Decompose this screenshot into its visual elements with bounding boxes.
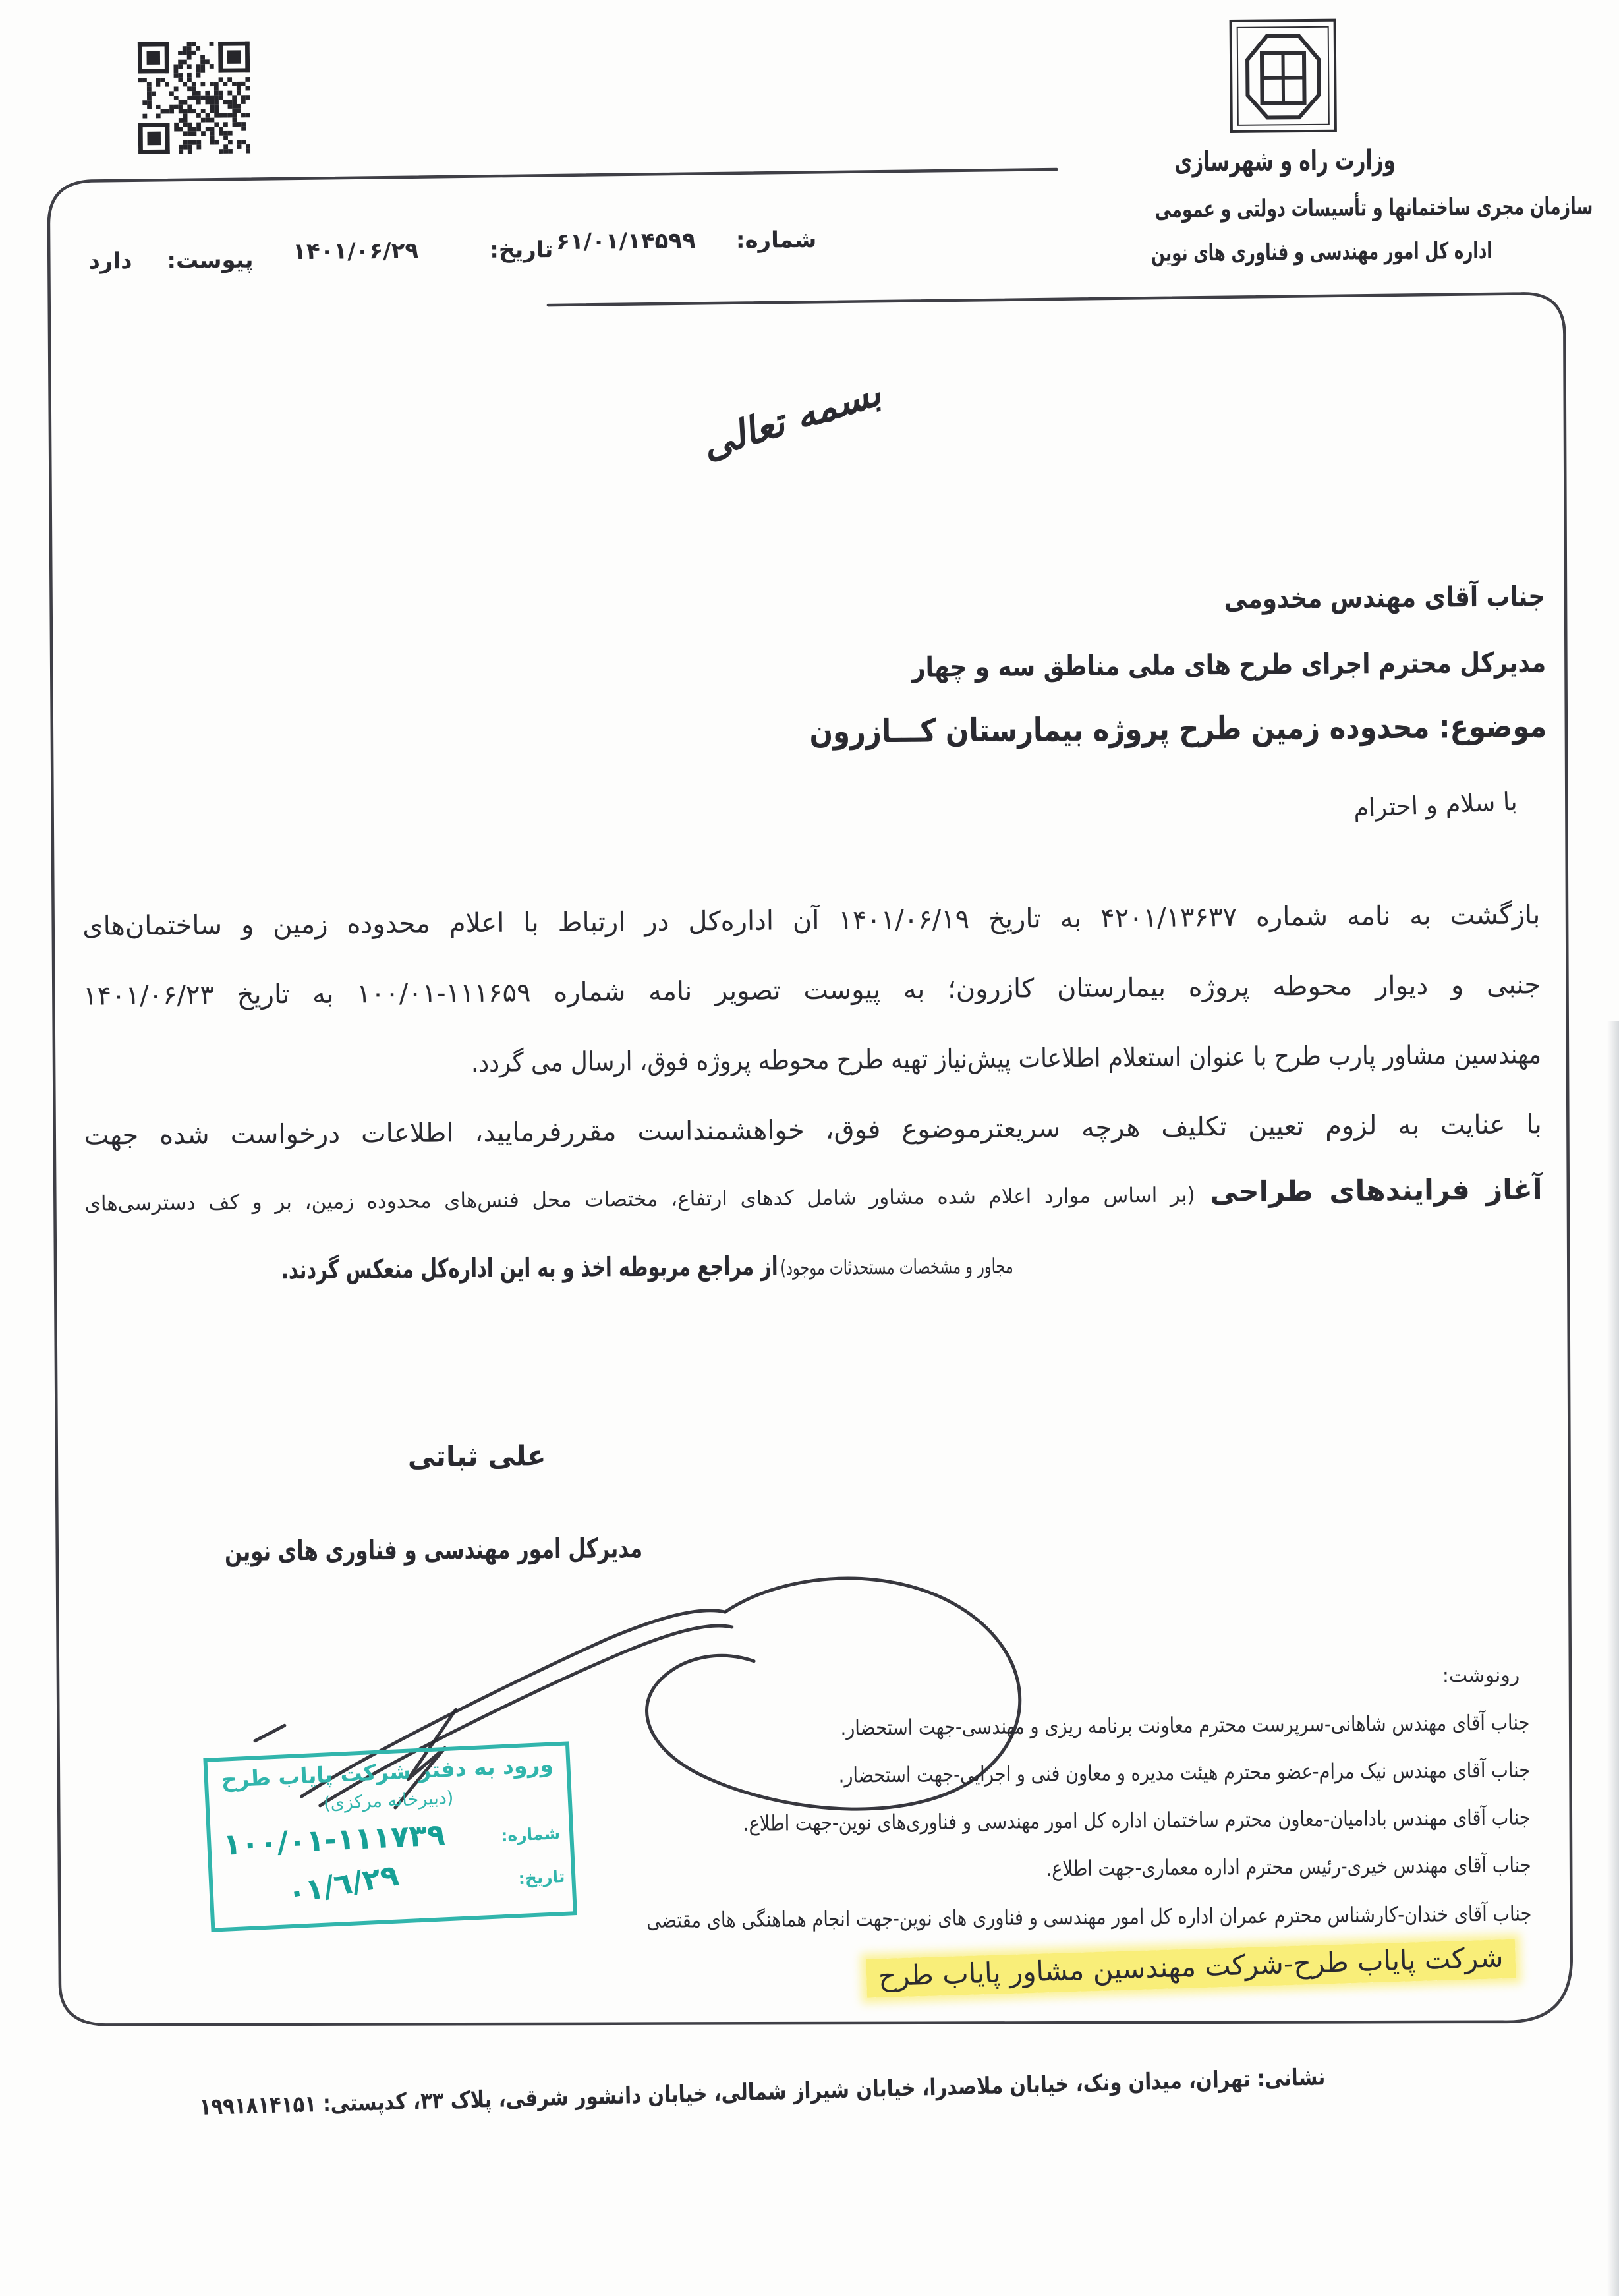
letter-attachment-label: پیوست: xyxy=(167,246,254,274)
letterhead-organization: سازمان مجری ساختمانها و تأسیسات دولتی و عمومی xyxy=(1154,192,1593,223)
cc-item-4: جناب آقای مهندس خیری-رئیس محترم اداره معماری-جهت اطلاع. xyxy=(1046,1852,1531,1881)
besmele-calligraphy: بسمه تعالی xyxy=(696,369,886,468)
signer-title: مدیرکل امور مهندسی و فناوری های نوین xyxy=(224,1532,643,1567)
body-line-5-lead: آغاز فرایندهای طراحی xyxy=(1209,1173,1543,1209)
letterhead-department: اداره کل امور مهندسی و فناوری های نوین xyxy=(1150,237,1492,267)
stamp-number-value: ۱۰۰/۰۱-۱۱۱۷۳۹ xyxy=(222,1817,446,1862)
subject-line: موضوع: محدوده زمین طرح پروژه بیمارستان کـــازرون xyxy=(809,707,1547,751)
recipient-title: مدیرکل محترم اجرای طرح های ملی مناطق سه و چهار xyxy=(912,646,1547,683)
cc-item-5: جناب آقای خندان-کارشناس محترم عمران اداره کل امور مهندسی و فناوری های نوین-جهت انجام هماهنگی های مقتضی xyxy=(646,1901,1532,1933)
scan-edge-shadow xyxy=(1607,1021,1619,2296)
body-line-6 xyxy=(244,1248,1013,1287)
stamp-line-2: (دبیرخانه مرکزی) xyxy=(323,1787,454,1814)
cc-item-3: جناب آقای مهندس بادامیان-معاون محترم ساختمان اداره کل امور مهندسی و فناوری‌های نوین-جهت اطلاع. xyxy=(743,1804,1531,1836)
letter-number-value: ۶۱/۰۱/۱۴۵۹۹ xyxy=(556,227,696,255)
letter-number-label: شماره: xyxy=(735,226,817,254)
salutation: با سلام و احترام xyxy=(1353,787,1518,823)
letter-date-value: ۱۴۰۱/۰۶/۲۹ xyxy=(293,237,419,266)
recipient-name: جناب آقای مهندس مخدومی xyxy=(1224,580,1546,616)
body-line-2: جنبی و دیوار محوطه پروژه بیمارستان کازرون؛ به پیوست تصویر نامه شماره ⁦۱۰۰/۰۱-۱۱۱۶۵۹⁩ به تاریخ ۱۴۰۱/۰۶/۲۳ xyxy=(82,969,1541,1012)
body-line-4: با عنایت به لزوم تعیین تکلیف هرچه سریعترموضوع فوق، خواهشمنداست مقررفرمایید، اطلاعات درخواست شده جهت xyxy=(84,1109,1542,1151)
body-line-3: مهندسین مشاور پارب طرح با عنوان استعلام اطلاعات پیش‌نیاز تهیه طرح محوطه پروژه فوق، ارسال می گردد. xyxy=(470,1039,1542,1079)
company-entry-stamp xyxy=(203,1741,577,1932)
signer-name: علی ثباتی xyxy=(407,1439,546,1473)
letterhead-ministry: وزارت راه و شهرسازی xyxy=(1174,143,1396,178)
letter-attachment-value: دارد xyxy=(88,248,132,275)
cc-label: رونوشت: xyxy=(1442,1663,1520,1688)
stamp-date-value: ۰۱/٦/۲۹ xyxy=(285,1857,401,1911)
stamp-date-label: تاریخ: xyxy=(518,1866,565,1889)
cc-item-1: جناب آقای مهندس شاهانی-سرپرست محترم معاونت برنامه ریزی و مهندسی-جهت استحضار. xyxy=(840,1709,1531,1740)
footer-address: نشانی: تهران، میدان ونک، خیابان ملاصدرا، خیابان شیراز شمالی، خیابان دانشور شرقی، پلاک ۳۳، کدپستی: ۱۹۹۱۸۱۴۱۵۱ xyxy=(199,2064,1326,2121)
body-line-6-parenthetical: مجاور و مشخصات مستحدثات موجود) xyxy=(780,1254,1013,1280)
cc-item-2: جناب آقای مهندس نیک مرام-عضو محترم هیئت مدیره و معاون فنی و اجرایی-جهت استحضار. xyxy=(838,1757,1531,1788)
highlight-marker: شرکت پایاب طرح-شرکت مهندسین مشاور پایاب طرح xyxy=(866,1939,1516,1998)
letter-date-label: تاریخ: xyxy=(490,237,554,264)
body-line-5-parenthetical: (بر اساس موارد اعلام شده مشاور شامل کدهای ارتفاع، مختصات محل فنس‌های محدوده زمین، بر و کف دسترسی‌های xyxy=(84,1183,1195,1216)
stamp-line-1: ورود به دفتر شرکت پایاب طرح xyxy=(220,1751,554,1793)
stamp-number-label: شماره: xyxy=(500,1823,561,1846)
body-line-1: بازگشت به نامه شماره ۴۲۰۱/۱۳۶۳۷ به تاریخ ۱۴۰۱/۰۶/۱۹ آن اداره‌کل در ارتباط با اعلام محدوده زمین و ساختمان‌های xyxy=(82,900,1541,942)
body-line-6-tail: از مراجع مربوطه اخذ و به این اداره‌کل منعکس گردند. xyxy=(281,1251,778,1286)
